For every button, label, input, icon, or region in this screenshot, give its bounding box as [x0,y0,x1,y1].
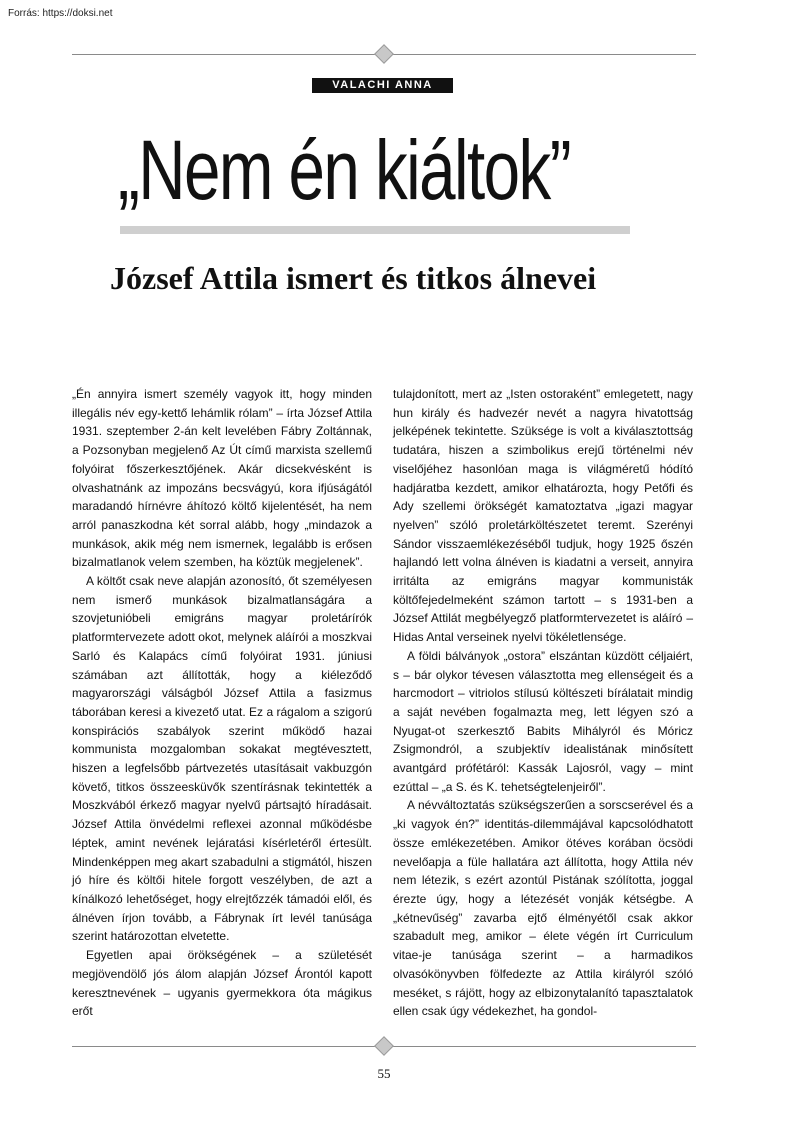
page-number: 55 [377,1066,391,1081]
paragraph: tulajdonított, mert az „Isten ostoraként” emlegetett, nagy hun király és hadvezér nevét a nagyra hivatottság jelképének tekintette. Szüksége is volt a kiválasztottság tudatára, hiszen a szimbolikus erejű történelmi név viselőjéhez hasonlóan maga is világméretű hódító hadjáratba kezdett, amikor elhatározta, hogy Petőfi és Ady szellemi örökségét kamatoztatva „igazi magyar nyelven” szóló proletárköltészetet teremt. Szerényi Sándor visszaemlékezéséből tudjuk, hogy 1925 őszén hajlandó lett volna álnéven is kiadatni a verseit, annyira irritálta az emigráns magyar kommunisták költőfejedelmeként számon tartott – s 1931-ben a József Attilát megbélyegző platformtervezetet is aláíró – Hidas Antal verseinek nyelvi tökéletlensége. [393,387,693,645]
right-column [393,385,693,1021]
paragraph: „Én annyira ismert személy vagyok itt, hogy minden illegális név egy-kettő lehámlik rólam” – írta József Attila 1931. szeptember 2-án kelt levelében Fábry Zoltánnak, a Pozsonyban megjelenő Az Út című marxista szellemű folyóirat főszerkesztőjének. Akár dicsekvésként is olvashatnánk az impozáns becsvágyú, kora ifjúságától maradandó hírnévre áhítozó költő kijelentését, ha nem arról panaszkodna két sorral alább, hogy „mindazok a munkások, akik még nem ismernek, legalább is erősen bizalmatlanok velem szemben, ha köztük megjelenek”. [72,387,372,570]
article-title: „Nem én kiáltok” [118,123,571,217]
source-label: Forrás: https://doksi.net [8,8,113,19]
paragraph: Egyetlen apai örökségének – a születését megjövendölő jós álom alapján József Árontól kapott keresztnevének – ugyanis gyermekkora óta mágikus erőt [72,948,372,1019]
left-column [72,385,372,1021]
paragraph: A névváltoztatás szükségszerűen a sorscserével és a „ki vagyok én?” identitás-dilemmájával kapcsolódhatott össze emlékezetében. Amikor ötéves korában öcsödi nevelőapja a füle hallatára azt állította, hogy Attila név nem létezik, s ezért azontúl Pistának szólította, joggal érezte úgy, hogy a létezését vonják kétségbe. A „kétnevűség” zavarba ejtő élményétől csak akkor szabadult meg, amikor – élete végén írt Curriculum vitae-je tanúsága szerint – a harmadikos olvasókönyvben fölfedezte az Attila királyról szóló meséket, s rájött, hogy az elbizonytalanító tapasztalatok ellen csak úgy védekezhet, ha gondol- [393,798,693,1019]
top-diamond-ornament [374,44,394,64]
paragraph: A földi bálványok „ostora” elszántan küzdött céljaiért, s – bár olykor tévesen választotta meg ellenségeit és a harcmodort – vitriolos stílusú költészeti bírálatait mindig a saját nevében fogalmazta meg, lett légyen szó a Nyugat-ot szerkesztő Babits Mihályról és Móricz Zsigmondról, a szubjektív idealistának minősített avantgárd prófétáról: Kassák Lajosról, vagy – mint ezúttal – „a S. és K. tehetségtelenjeiről”. [393,648,693,794]
article-subtitle: József Attila ismert és titkos álnevei [110,260,597,296]
paragraph: A költőt csak neve alapján azonosító, őt személyesen nem ismerő munkások bizalmatlanságára a szovjetunióbeli emigráns magyar proletárírók platformtervezete adott okot, melynek aláírói a moszkvai Sarló és Kalapács című folyóirat 1931. júniusi számában azt állították, hogy a kiéleződő magyarországi válságból József Attila a fasizmus táborában keresi a kivezető utat. Ez a rágalom a szigorú konspirációs szabályok szerint működő hazai kommunista mozgalomban sokakat megtévesztett, hiszen a legfelsőbb pártvezetés utasításait vakbuzgón követő, titkos összeesküvők szentírásnak tekintették a Moszkvából érkező magyar nyelvű pártsajtó híradásait. József Attila önvédelmi reflexei azonnal működésbe léptek, amint nevének lejáratási kísérletéről értesült. Mindenképpen meg akart szabadulni a stigmától, hiszen jó híre és költői hitele forgott veszélyben, de azt a kínálkozó lehetőséget, hogy elrejtőzzék támadói elől, és álnéven írjon tovább, a Fábrynak írt levél tanúsága szerint határozottan elvetette. [72,574,372,944]
bottom-diamond-ornament [374,1036,394,1056]
author-badge: VALACHI ANNA [312,78,453,93]
